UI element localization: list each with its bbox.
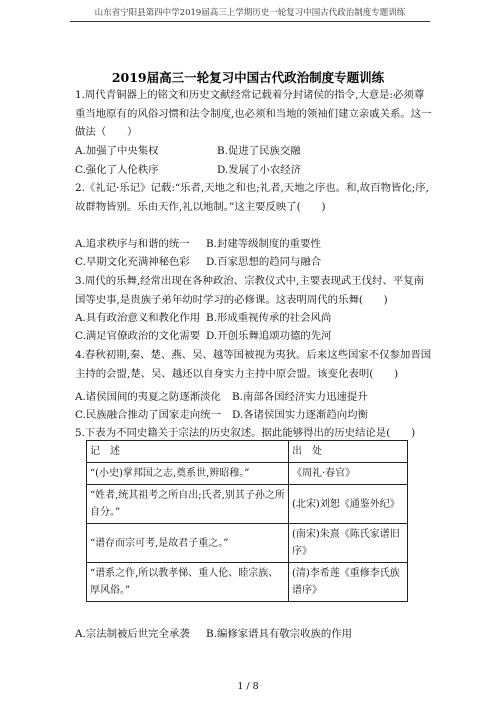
table-row [87,524,408,563]
running-header: 山东省宁阳县第四中学2019届高三上学期历史一轮复习中国古代政治制度专题训练 [94,8,406,18]
table-row [87,485,408,524]
table-row [87,563,408,602]
table-cell-source: 《周礼·春官》 [289,463,408,485]
question-4-option-a: A.诸侯国间的夷夏之防逐渐淡化 [75,391,221,403]
question-2-option-b: B.封建等级制度的重要性 [206,238,321,250]
question-2-stem: 2.《礼记·乐记》记载:“乐者,天地之和也;礼者,天地之序也。和,故百物皆化;序,故群物皆别。乐由天作,礼以地制。”这主要反映了( ) [75,182,429,213]
table-header-source: 出 处 [289,441,408,463]
table-cell-record: “谱系之作,所以教孝悌、重人伦、睦宗族、厚风俗。” [87,563,289,602]
document-title: 2019届高三一轮复习中国古代政治制度专题训练 [111,70,385,85]
question-3-option-b: B.形成重视传承的社会风尚 [206,312,332,324]
question-4-option-d: D.各诸侯国实力逐渐趋向均衡 [232,409,368,421]
header-rule [70,21,430,22]
question-4-option-b: B.南部各国经济实力迅速提升 [232,391,368,403]
table-cell-source: (南宋)朱熹《陈氏家谱旧序》 [289,524,408,563]
table-header-record: 记 述 [87,441,289,463]
question-4-stem: 4.春秋初期,秦、楚、燕、吴、越等国被视为夷狄。后来这些国家不仅参加晋国主持的会盟,楚、吴、越还以自身实力主持中原会盟。该变化表明( ) [75,349,432,380]
table-cell-record: “谱存而宗可考,是故君子重之。” [87,524,289,563]
question-1-stem: 1.周代青铜器上的铭文和历史文献经常记载着分封诸侯的指令,大意是:必须尊重当地原有的风俗习惯和法令制度,也必须和当地的领袖们建立亲戚关系。这一做法（ ） [75,89,432,138]
question-5-stem: 5.下表为不同史籍关于宗法的历史叙述。据此能够得出的历史结论是( ) [75,427,416,439]
question-2-option-a: A.追求秩序与和谐的统一 [75,238,190,250]
question-1-option-a: A.加强了中央集权 [75,145,159,157]
page-number: 1 / 8 [237,681,259,692]
table-header-row [87,441,408,463]
question-3-option-d: D.开创乐舞追颂功德的先河 [206,330,332,342]
question-5-option-a: A.宗法制被后世完全承袭 [75,628,190,640]
table-row [87,463,408,485]
table-cell-record: “(小史)掌邦国之志,奠系世,辨昭穆。” [87,463,289,485]
question-3-option-c: C.满足官僚政治的文化需要 [75,330,201,342]
history-sources-table [86,440,408,602]
question-3-option-a: A.具有政治意义和教化作用 [75,312,201,324]
table-cell-record: “姓者,统其祖考之所自出;氏者,别其子孙之所自分。” [87,485,289,524]
question-2-option-c: C.早期文化充满神秘色彩 [75,256,190,268]
table-cell-source: (清)李希莲《重修李氏族谱序》 [289,563,408,602]
question-1-option-c: C.强化了人伦秩序 [75,164,159,176]
question-5-option-b: B.编修家谱具有敬宗收族的作用 [206,628,353,640]
question-4-option-c: C.民族融合推动了国家走向统一 [75,409,221,421]
question-1-option-b: B.促进了民族交融 [217,145,301,157]
table-cell-source: (北宋)刘恕《通鉴外纪》 [289,485,408,524]
question-1-option-d: D.发展了小农经济 [217,164,301,176]
question-3-stem: 3.周代的乐舞,经常出现在各种政治、宗教仪式中,主要表现武王伐纣、平复南国等史事,是贵族子弟年幼时学习的必修课。这表明周代的乐舞( ) [75,275,425,306]
question-2-option-d: D.百家思想的趋同与融合 [206,256,322,268]
